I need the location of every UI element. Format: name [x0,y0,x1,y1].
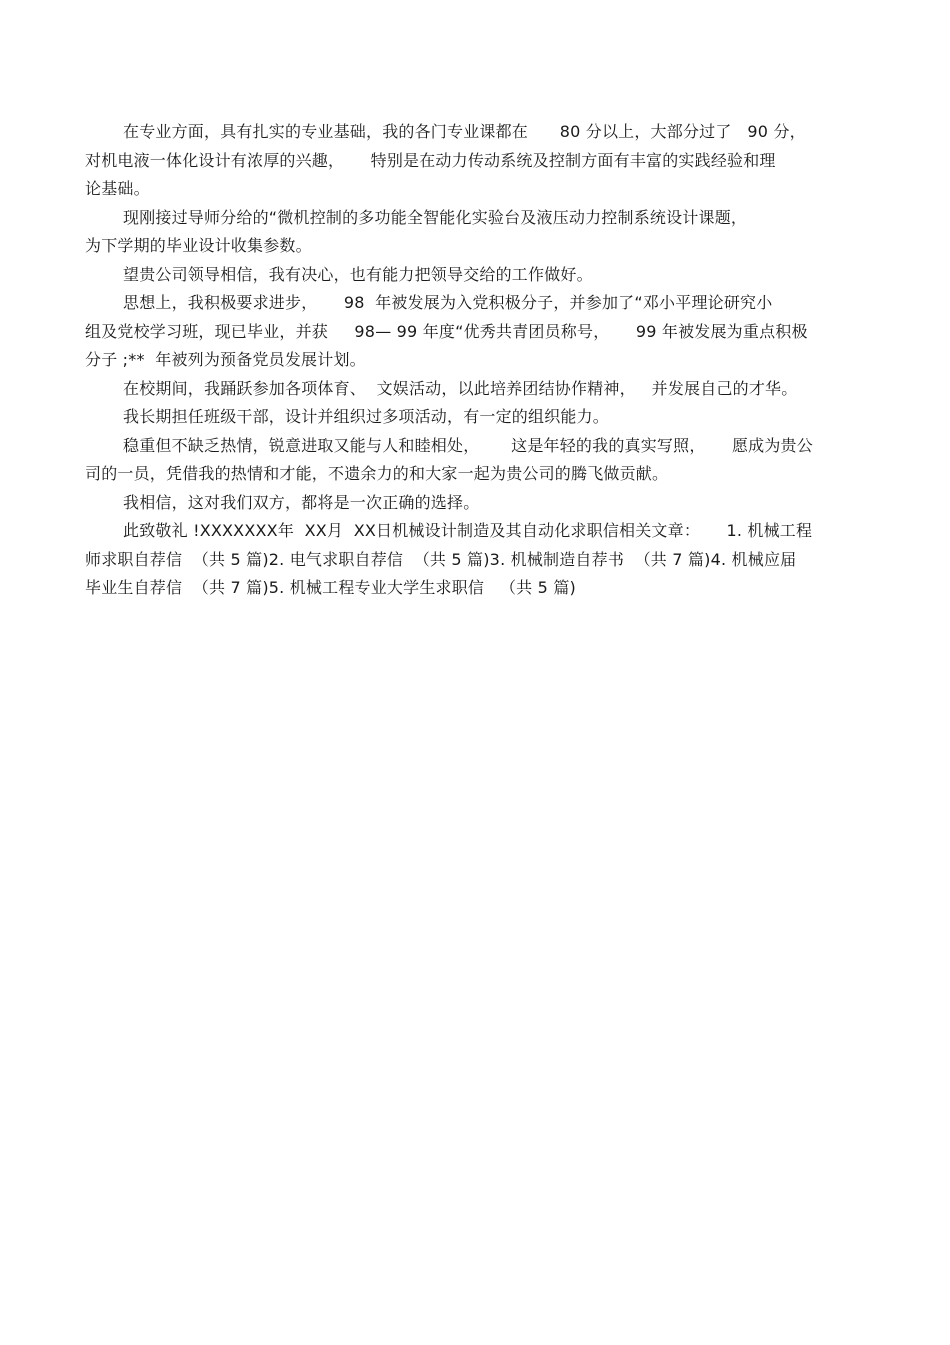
paragraph-line: 司的一员，凭借我的热情和才能，不遗余力的和大家一起为贵公司的腾飞做贡献。 [85,464,669,483]
document-body [85,118,863,603]
paragraph-line: 对机电液一体化设计有浓厚的兴趣， 特别是在动力传动系统及控制方面有丰富的实践经验和理 [85,150,776,170]
paragraph-line: 思想上，我积极要求进步， 98 年被发展为入党积极分子，并参加了“邓小平理论研究小 [123,293,773,312]
paragraph-line: 稳重但不缺乏热情，锐意进取又能与人和睦相处， 这是年轻的我的真实写照， 愿成为贵公 [123,435,813,455]
paragraph-line: 组及党校学习班，现已毕业，并获 98— 99 年度“优秀共青团员称号， 99 年被发展为重点积极 [85,321,808,341]
paragraph-line: 为下学期的毕业设计收集参数。 [85,236,312,255]
paragraph-line: 论基础。 [85,179,150,198]
paragraph-line: 我长期担任班级干部，设计并组织过多项活动，有一定的组织能力。 [123,407,610,426]
paragraph-line: 我相信，这对我们双方，都将是一次正确的选择。 [123,492,480,512]
paragraph-line: 在专业方面，具有扎实的专业基础，我的各门专业课都在 80 分以上，大部分过了 90 分， [123,122,806,141]
paragraph-line: 此致敬礼 !XXXXXXX年 XX月 XX日机械设计制造及其自动化求职信相关文章： 1. 机械工程 [123,521,813,540]
paragraph-line: 现刚接过导师分给的“微机控制的多功能全智能化实验台及液压动力控制系统设计课题， [123,207,748,227]
paragraph-line: 望贵公司领导相信，我有决心，也有能力把领导交给的工作做好。 [123,264,593,284]
paragraph-line: 在校期间，我踊跃参加各项体育、 文娱活动，以此培养团结协作精神， 并发展自己的才华。 [123,378,798,398]
paragraph-line: 毕业生自荐信 （共 7 篇)5. 机械工程专业大学生求职信 （共 5 篇) [85,578,576,597]
paragraph-line: 师求职自荐信 （共 5 篇)2. 电气求职自荐信 （共 5 篇)3. 机械制造自荐书 （共 7 篇)4. 机械应届 [85,549,797,569]
paragraph-line: 分子 ;** 年被列为预备党员发展计划。 [85,350,366,369]
